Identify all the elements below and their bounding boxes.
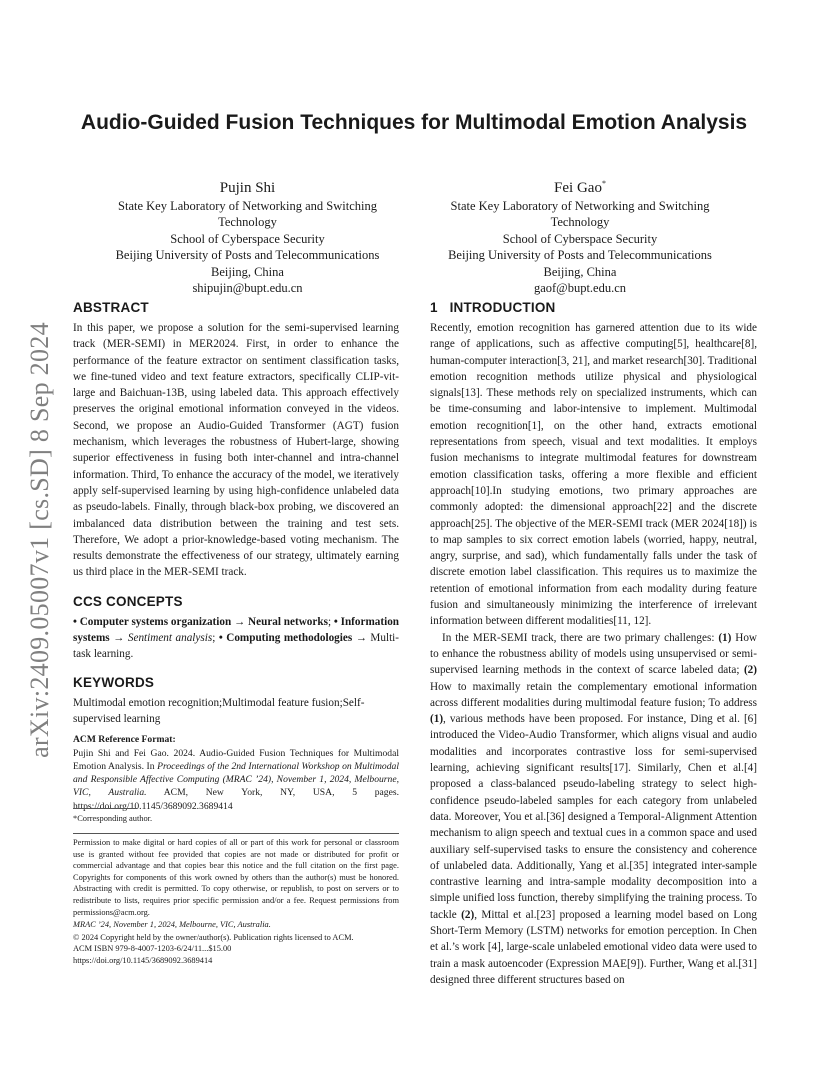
author-email: shipujin@bupt.edu.cn [192,281,303,296]
author-block-1 [73,174,422,296]
author-affiliation: School of Cyberspace Security [170,231,325,246]
arxiv-identifier: arXiv:2409.05007v1 [cs.SD] 8 Sep 2024 [25,322,54,758]
author-block-2 [404,174,756,296]
doi: https://doi.org/10.1145/3689092.3689414 [73,955,213,965]
intro-paragraph-2: In the MER-SEMI track, there are two primary challenges: (1) How to enhance the robustness ability of models using unsupervised or semi-supervised learning methods in the context of scarce labeled data; (2) How to maximally retain the complementary emotional information across different modalities during multimodal feature fusion; To address (1), various methods have been proposed. For instance, Ding et al. [6] introduced the Video-Audio Transformer, which aligns visual and audio modalities and incorporates contrastive loss for semi-supervised learning, achieving significant results[17]. Similarly, Chen et al.[4] proposed a class-balanced pseudo-labeling strategy to select high-confidence pseudo-labeled samples for each category from unlabeled data. Moreover, You et al.[36] designed a Temporal-Alignment Attention mechanism to align speech and textual cues in a common space and used auxiliary self-supervised tasks to ensure the consistency and coherence of unlabeled data. Additionally, Yang et al.[35] integrated inter-sample contrastive learning and intra-sample modality decomposition into a simple unified loss function, thereby simplifying the training process. To tackle (2), Mittal et al.[23] proposed a learning model based on Long Short-Term Memory (LSTM) networks for emotion perception. In Chen et al.’s work [4], large-scale unlabeled emotional video data were used to train a mask autoencoder (Expression MAE[9]). Further, Wang et al.[31] designed three different structures based on [430,631,757,986]
author-affiliation: Beijing University of Posts and Telecommunications [448,248,712,263]
keywords-heading: KEYWORDS [73,674,155,690]
author-affiliation: Technology [550,215,610,230]
acm-reference-label: ACM Reference Format: [73,734,176,746]
author-location: Beijing, China [211,264,284,279]
permission-notice: Permission to make digital or hard copies of all or part of this work for personal or classroom use is granted without fee provided that copies are not made or distributed for profit or commercial advantage and that copies bear this notice and the full citation on the first page. Copyrights for components of this work owned by others than the author(s) must be honored. Abstracting with credit is permitted. To copy otherwise, or republish, to post on servers or to redistribute to lists, requires prior specific permission and/or a fee. Request permissions from permissions@acm.org. MRAC ’24, November 1, 2024, Melbourne, VIC, Australia. © 2024 Copyright held by the owner/author(s). Publication rights licensed to ACM. ACM ISBN 979-8-4007-1203-6/24/11...$15.00 https://doi.org/10.1145/3689092.3689414 [73,838,399,965]
author-affiliation: State Key Laboratory of Networking and Switching [118,199,377,213]
paper-title: Audio-Guided Fusion Techniques for Multimodal Emotion Analysis [80,111,748,134]
corresponding-mark: * [601,179,606,188]
keywords-text: Multimodal emotion recognition;Multimodal feature fusion;Self-supervised learning [73,696,365,725]
left-column [73,299,399,813]
permission-rule [73,833,399,834]
author-name: Pujin Shi [219,180,276,196]
author-affiliation: Beijing University of Posts and Telecommunications [115,248,380,263]
copyright: © 2024 Copyright held by the owner/author(s). Publication rights licensed to ACM. [73,932,354,942]
author-affiliation: State Key Laboratory of Networking and Switching [450,199,710,213]
footnote: *Corresponding author. [73,814,153,823]
abstract-text: In this paper, we propose a solution for the semi-supervised learning track (MER-SEMI) in MER2024. First, in order to enhance the performance of the feature extractor on sentiment classification tasks, we fine-tuned video and text feature extractors, specifically CLIP-vit-large and Baichuan-13B, using labeled data. This approach effectively preserves the original emotional information conveyed in the videos. Second, we propose an Audio-Guided Transformer (AGT) fusion mechanism, which leverages the robustness of Hubert-large, showing superior effectiveness in fusing both inter-channel and intra-channel information. Third, To enhance the accuracy of the model, we iteratively apply self-supervised learning by using high-confidence unlabeled data as pseudo-labels. Finally, through black-box probing, we discovered an imbalanced data distribution between the training and test sets. Therefore, We adopt a prior-knowledge-based voting mechanism. The results demonstrate the effectiveness of our strategy, ultimately earning us third place in the MER-SEMI track. [73,322,399,579]
author-affiliation: School of Cyberspace Security [502,231,658,246]
ccs-text: • Computer systems organization → Neural networks; • Information systems → Sentiment analysis; • Computing methodologies → Multi-task learning. [73,615,400,661]
abstract-heading: ABSTRACT [73,300,149,315]
author-email: gaof@bupt.edu.cn [533,281,627,296]
acm-reference: ACM Reference Format: Pujin Shi and Fei Gao. 2024. Audio-Guided Fusion Techniques for Multimodal Emotion Analysis. In Proceedings of the 2nd International Workshop on Multimodal and Responsible Affective Computing (MRAC ’24), November 1, 2024, Melbourne, VIC, Australia. ACM, New York, NY, USA, 5 pages. https://doi.org/10.1145/3689092.3689414 [73,734,399,812]
footnote-rule [73,808,137,809]
author-location: Beijing, China [543,264,617,279]
intro-heading: 1 INTRODUCTION [430,300,556,315]
venue: MRAC ’24, November 1, 2024, Melbourne, VIC, Australia. [73,920,271,930]
ccs-heading: CCS CONCEPTS [73,593,183,609]
author-affiliation: Technology [218,215,277,230]
isbn: ACM ISBN 979-8-4007-1203-6/24/11...$15.00 [73,944,232,954]
intro-paragraph-1: Recently, emotion recognition has garnered attention due to its wide range of applications, such as affective computing[5], healthcare[8], human-computer interaction[3, 21], and market research[30]. Traditional emotion recognition methods utilize physical and physiological signals[13]. These methods rely on specialized instruments, which can be time-consuming and labor-intensive to implement. Multimodal emotion recognition[1], on the other hand, extracts emotional representations from speech, visual and text modalities. It employs fusion mechanisms to integrate multimodal features for downstream emotion classification tasks, offering a more flexible and efficient approach[10].In studying emotions, two primary approaches are commonly adopted: the dimensional approach[22] and the discrete approach[25]. The objective of the MER-SEMI track (MER 2024[18]) is to map samples to six correct emotion labels (worried, happy, neutral, angry, surprise, and sad), which fundamentally falls under the task of discrete emotion label classification. This requires us to maximize the retention of emotional information from each modality during feature fusion and simultaneously minimizing the interference of irrelevant information between different modalities[11, 12]. [430,322,757,628]
right-column [430,299,757,988]
author-name: Fei Gao* [554,179,606,196]
